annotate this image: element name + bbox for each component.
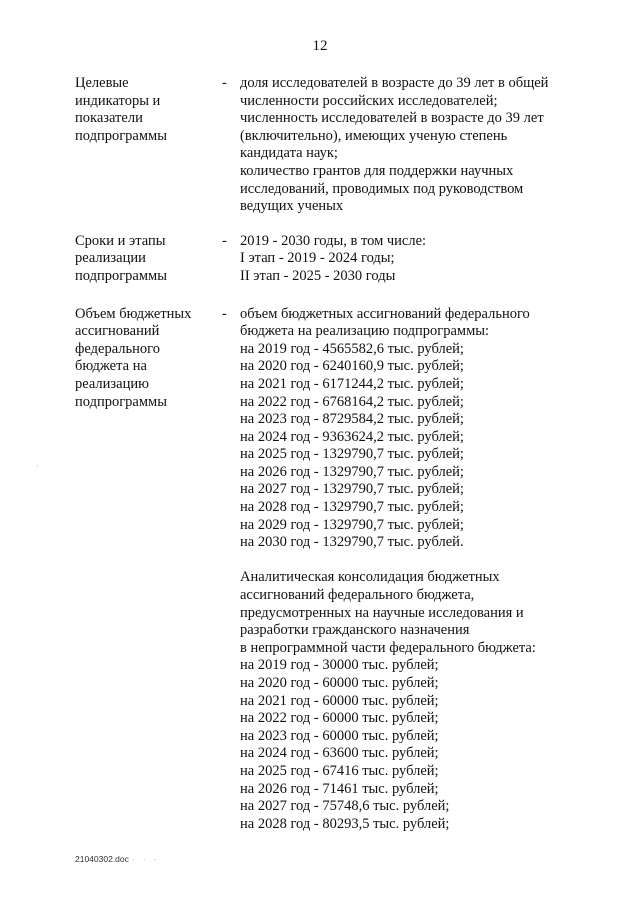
content-line: 2019 - 2030 годы, в том числе: [240,232,427,249]
section-content [240,306,600,834]
content-line: на 2019 год - 30000 тыс. рублей; [240,657,439,674]
content-line: ведущих ученых [240,198,344,215]
content-line: на 2023 год - 60000 тыс. рублей; [240,727,439,744]
section-label-line: Сроки и этапы [75,232,166,249]
content-line: на 2020 год - 6240160,9 тыс. рублей; [240,358,464,375]
passport-table [0,75,640,833]
footer-scan-specks: · · · [132,855,160,864]
content-line: объем бюджетных ассигнований федерального [240,305,530,322]
content-line: на 2024 год - 63600 тыс. рублей; [240,745,439,762]
content-line: численности российских исследователей; [240,92,498,109]
content-line: на 2021 год - 6171244,2 тыс. рублей; [240,375,464,392]
section-label-line: бюджета на [75,358,147,375]
content-line: (включительно), имеющих ученую степень [240,127,508,144]
section-label-line: показатели [75,110,143,127]
section-label-line: реализации [75,250,146,267]
content-line: бюджета на реализацию подпрограммы: [240,323,490,340]
content-line: Аналитическая консолидация бюджетных [240,569,500,586]
content-line: разработки гражданского назначения [240,622,470,639]
section-label [75,306,215,412]
section-terms [0,233,640,286]
content-line: на 2026 год - 1329790,7 тыс. рублей; [240,463,464,480]
section-label-line: Объем бюджетных [75,305,192,322]
content-line: в непрограммной части федерального бюджета: [240,639,536,656]
page-number: 12 [312,38,328,54]
section-label [75,233,215,286]
content-line: кандидата наук; [240,145,338,162]
content-line: на 2023 год - 8729584,2 тыс. рублей; [240,411,464,428]
content-line: I этап - 2019 - 2024 годы; [240,250,395,267]
section-label-line: федерального [75,340,160,357]
section-targets [0,75,640,216]
content-line: на 2022 год - 60000 тыс. рублей; [240,710,439,727]
content-line: доля исследователей в возрасте до 39 лет в общей [240,75,549,91]
content-line: на 2030 год - 1329790,7 тыс. рублей. [240,534,464,551]
section-label [75,75,215,145]
content-line: на 2024 год - 9363624,2 тыс. рублей; [240,428,464,445]
scan-speck: · [36,462,39,471]
section-label-line: подпрограммы [75,393,167,410]
section-label-line: ассигнований [75,323,160,340]
content-line: на 2019 год - 4565582,6 тыс. рублей; [240,340,464,357]
section-dash: - [222,232,227,249]
section-dash: - [222,305,227,322]
content-line: на 2028 год - 1329790,7 тыс. рублей; [240,499,464,516]
content-line: количество грантов для поддержки научных [240,162,514,179]
section-label-line: Целевые [75,75,129,91]
section-dash: - [222,75,227,91]
section-label-line: индикаторы и [75,92,161,109]
section-content [240,233,600,286]
content-line: на 2029 год - 1329790,7 тыс. рублей; [240,516,464,533]
section-label-line: подпрограммы [75,267,167,284]
content-line: на 2025 год - 67416 тыс. рублей; [240,762,439,779]
footer-file-name: 21040302.doc [75,854,129,864]
content-line: на 2027 год - 75748,6 тыс. рублей; [240,798,450,815]
content-line: на 2021 год - 60000 тыс. рублей; [240,692,439,709]
section-label-line: подпрограммы [75,127,167,144]
content-line: ассигнований федерального бюджета, [240,587,475,604]
content-line: исследований, проводимых под руководством [240,180,524,197]
content-line: II этап - 2025 - 2030 годы [240,267,396,284]
content-line: численность исследователей в возрасте до 39 лет [240,110,544,127]
content-line: на 2026 год - 71461 тыс. рублей; [240,780,439,797]
content-line: на 2027 год - 1329790,7 тыс. рублей; [240,481,464,498]
section-content [240,75,600,216]
paragraph-gap [240,552,600,570]
content-line: предусмотренных на научные исследования и [240,604,524,621]
section-budget [0,306,640,834]
section-label-line: реализацию [75,375,149,392]
content-line: на 2022 год - 6768164,2 тыс. рублей; [240,393,464,410]
content-line: на 2020 год - 60000 тыс. рублей; [240,675,439,691]
content-line: на 2025 год - 1329790,7 тыс. рублей; [240,446,464,463]
content-line: на 2028 год - 80293,5 тыс. рублей; [240,815,450,832]
